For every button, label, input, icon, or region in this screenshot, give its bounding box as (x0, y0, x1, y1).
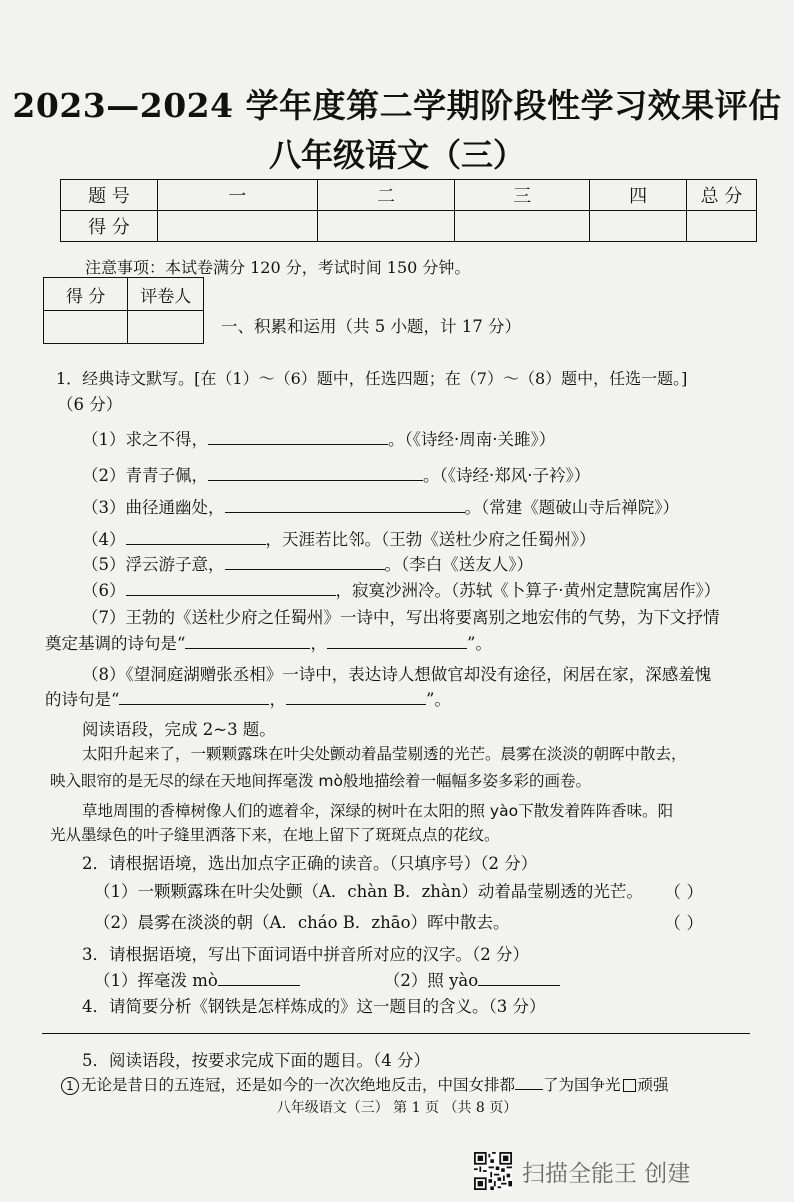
passage-line: 草地周围的香樟树像人们的遮着伞，深绿的树叶在太阳的照 yào下散发着阵阵香味。阳 (82, 802, 674, 820)
score-cell[interactable] (455, 211, 590, 242)
q1-stem: 1．经典诗文默写。[在（1）～（6）题中，任选四题；在（7）～（8）题中，任选一题。] (56, 369, 688, 388)
score-table-header: 四 (590, 180, 687, 211)
q1-item-7: （7）王勃的《送杜少府之任蜀州》一诗中，写出将要离别之地宏伟的气势，为下文抒情 (82, 608, 720, 627)
reading-intro: 阅读语段，完成 2~3 题。 (82, 720, 276, 739)
q1-points: （6 分） (57, 395, 123, 414)
answer-blank[interactable] (225, 554, 385, 570)
passage-line: 映入眼帘的是无尽的绿在天地间挥毫泼 mò般地描绘着一幅幅多姿多彩的画卷。 (50, 772, 592, 790)
score-table (60, 179, 757, 242)
punctuation-box[interactable] (623, 1079, 636, 1092)
exam-subtitle: 八年级语文（三） (268, 136, 525, 174)
q2-item-1: （1）一颗颗露珠在叶尖处颤（A．chàn B．zhàn）动着晶莹剔透的光芒。 (94, 882, 643, 901)
q2-answer-2[interactable]: （ ） (664, 914, 704, 934)
answer-blank[interactable] (126, 580, 336, 596)
watermark-text: 扫描全能王 创建 (522, 1161, 691, 1187)
score-table-header-row (61, 180, 757, 211)
passage-line: 光从墨绿色的叶子缝里洒落下来，在地上留下了斑斑点点的花纹。 (50, 826, 500, 844)
score-table-header: 二 (317, 180, 455, 211)
grader-score-label: 得 分 (44, 278, 128, 311)
circled-number: 1 (61, 1077, 79, 1095)
q4-stem: 4．请简要分析《钢铁是怎样炼成的》这一题目的含义。（3 分） (82, 997, 546, 1016)
scanner-watermark (474, 1152, 774, 1192)
q3-stem: 3．请根据语境，写出下面词语中拼音所对应的汉字。（2 分） (82, 945, 529, 964)
q2-answer-1[interactable]: （ ） (664, 883, 704, 903)
score-row-label: 得 分 (61, 211, 158, 242)
q1-item-3: （3）曲径通幽处， 。（常建《题破山寺后禅院》） (82, 498, 679, 517)
score-cell[interactable] (317, 211, 455, 242)
answer-divider (42, 1033, 750, 1034)
page-footer: 八年级语文（三） 第 1 页 （共 8 页） (276, 1100, 518, 1116)
score-table-header: 题 号 (61, 180, 158, 211)
q1-item-5: （5）浮云游子意， 。（李白《送友人》） (82, 555, 533, 574)
q1-item-8: （8）《望洞庭湖赠张丞相》一诗中，表达诗人想做官却没有途径，闲居在家，深感羞愧 (82, 665, 712, 684)
q1-item-7-answer: 奠定基调的诗句是“ ， ”。 (45, 634, 492, 653)
q5-text: 1 无论是昔日的五连冠，还是如今的一次次绝地反击，中国女排都 了为国争光 顽强 (0, 1073, 794, 1095)
score-cell[interactable] (687, 211, 757, 242)
passage-line: 太阳升起来了，一颗颗露珠在叶尖处颤动着晶莹剔透的光芒。晨雾在淡淡的朝晖中散去， (82, 745, 687, 763)
answer-blank[interactable] (515, 1074, 543, 1090)
q1-item-2: （2）青青子佩， 。（《诗经·郑风·子衿》） (82, 466, 591, 485)
q1-item-8-answer: 的诗句是“ ， ”。 (45, 690, 451, 709)
answer-blank[interactable] (327, 633, 467, 649)
score-table-header: 三 (455, 180, 590, 211)
q2-item-2: （2）晨雾在淡淡的朝（A．cháo B．zhāo）晖中散去。 (94, 913, 510, 932)
exam-notice: 注意事项：本试卷满分 120 分，考试时间 150 分钟。 (85, 258, 471, 277)
answer-blank[interactable] (478, 970, 560, 986)
answer-blank[interactable] (208, 429, 388, 445)
score-table-score-row (61, 211, 757, 242)
score-cell[interactable] (590, 211, 687, 242)
score-table-header: 总 分 (687, 180, 757, 211)
qr-code-icon (474, 1152, 512, 1190)
q5-stem: 5．阅读语段，按要求完成下面的题目。（4 分） (82, 1051, 430, 1070)
answer-blank[interactable] (225, 497, 465, 513)
q1-item-1: （1）求之不得， 。（《诗经·周南·关雎》） (82, 430, 556, 449)
q1-item-4: （4） ，天涯若比邻。（王勃《送杜少府之任蜀州》） (82, 530, 596, 549)
grader-name-label: 评卷人 (128, 278, 204, 311)
score-table-header: 一 (157, 180, 317, 211)
q2-stem: 2．请根据语境，选出加点字正确的读音。（只填序号）（2 分） (82, 854, 538, 873)
q1-item-6: （6） ，寂寞沙洲冷。（苏轼《卜算子·黄州定慧院寓居作》） (82, 581, 721, 600)
answer-blank[interactable] (218, 970, 300, 986)
answer-blank[interactable] (185, 633, 310, 649)
score-cell[interactable] (157, 211, 317, 242)
q3-items: （1）挥毫泼 mò （2）照 yào (0, 967, 794, 991)
exam-title: 2023—2024 学年度第二学期阶段性学习效果评估 (12, 86, 782, 125)
answer-blank[interactable] (119, 689, 269, 705)
section-title: 一、积累和运用（共 5 小题，计 17 分） (221, 317, 521, 336)
answer-blank[interactable] (208, 465, 423, 481)
answer-blank[interactable] (286, 689, 426, 705)
answer-blank[interactable] (126, 529, 266, 545)
